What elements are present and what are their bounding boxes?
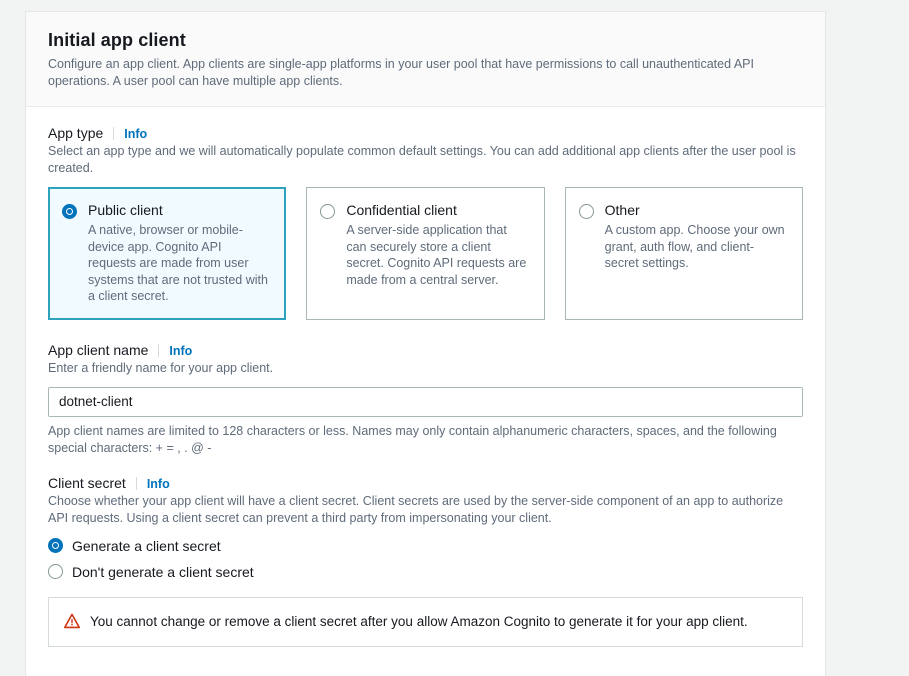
app-client-name-label: App client name xyxy=(48,341,149,358)
label-separator xyxy=(158,344,159,357)
app-type-option-other-desc: A custom app. Choose your own grant, auth flow, and client-secret settings. xyxy=(604,223,785,270)
label-separator xyxy=(113,127,114,140)
app-type-label-row xyxy=(48,125,803,141)
app-type-field xyxy=(48,125,803,320)
radio-icon-other[interactable] xyxy=(579,204,594,219)
warning-triangle-icon xyxy=(64,613,80,632)
client-secret-label-row xyxy=(48,475,803,491)
app-type-option-confidential-client-desc: A server-side application that can securely store a client secret. Cognito API requests are made from a central server. xyxy=(346,223,527,287)
panel-body xyxy=(26,107,825,667)
panel-header xyxy=(26,12,825,107)
client-secret-hint: Choose whether your app client will have a client secret. Client secrets are used by the server-side component of an app to authorize API requests. Using a client secret can prevent a third party from impersonating your client. xyxy=(48,493,784,525)
radio-icon-generate-secret[interactable] xyxy=(48,538,63,553)
client-secret-warning-text: You cannot change or remove a client secret after you allow Amazon Cognito to generate it for your app client. xyxy=(90,613,748,629)
app-type-option-other-title: Other xyxy=(604,202,640,218)
app-type-option-confidential-client-text xyxy=(346,201,529,288)
client-secret-label: Client secret xyxy=(48,474,126,491)
spacer xyxy=(48,320,803,342)
client-secret-option-generate[interactable] xyxy=(48,537,803,555)
app-type-option-public-client-desc: A native, browser or mobile-device app. Cognito API requests are made from user systems that are not trusted with a client secret. xyxy=(88,223,268,303)
app-type-options xyxy=(48,187,803,320)
client-secret-warning-alert xyxy=(48,597,803,647)
radio-icon-public-client[interactable] xyxy=(62,204,77,219)
app-type-option-other-text xyxy=(605,201,788,272)
app-client-name-field xyxy=(48,342,803,457)
radio-icon-dont-generate-secret[interactable] xyxy=(48,564,63,579)
client-secret-option-dont-generate-label: Don't generate a client secret xyxy=(72,563,254,580)
app-type-info-link[interactable]: Info xyxy=(124,127,148,141)
app-type-option-public-client-text xyxy=(88,201,271,305)
page-title: Initial app client xyxy=(48,30,186,50)
app-type-hint: Select an app type and we will automatically populate common default settings. You can add additional app clients after the user pool is created. xyxy=(48,144,796,175)
app-client-name-input[interactable] xyxy=(48,387,803,417)
label-separator xyxy=(136,477,137,490)
initial-app-client-panel xyxy=(25,11,826,676)
client-secret-info-link[interactable]: Info xyxy=(146,476,170,491)
app-client-name-hint: Enter a friendly name for your app client. xyxy=(48,360,274,375)
radio-icon-confidential-client[interactable] xyxy=(320,204,335,219)
app-type-option-confidential-client-title: Confidential client xyxy=(346,202,457,218)
app-type-option-confidential-client[interactable] xyxy=(306,187,544,320)
app-type-option-public-client[interactable] xyxy=(48,187,286,320)
app-type-option-other[interactable] xyxy=(565,187,803,320)
spacer xyxy=(48,457,803,475)
app-type-label: App type xyxy=(48,125,104,141)
panel-description: Configure an app client. App clients are single-app platforms in your user pool that have permissions to call unauthenticated API operations. A user pool can have multiple app clients. xyxy=(48,57,754,88)
client-secret-option-dont-generate[interactable] xyxy=(48,563,803,581)
app-client-name-constraint: App client names are limited to 128 characters or less. Names may only contain alphanumeric characters, spaces, and the following special characters: + = , . @ - xyxy=(48,423,777,455)
client-secret-field xyxy=(48,475,803,647)
app-type-option-public-client-title: Public client xyxy=(88,202,163,218)
client-secret-option-generate-label: Generate a client secret xyxy=(72,537,221,554)
app-client-name-label-row xyxy=(48,342,803,358)
app-client-name-info-link[interactable]: Info xyxy=(169,343,193,358)
